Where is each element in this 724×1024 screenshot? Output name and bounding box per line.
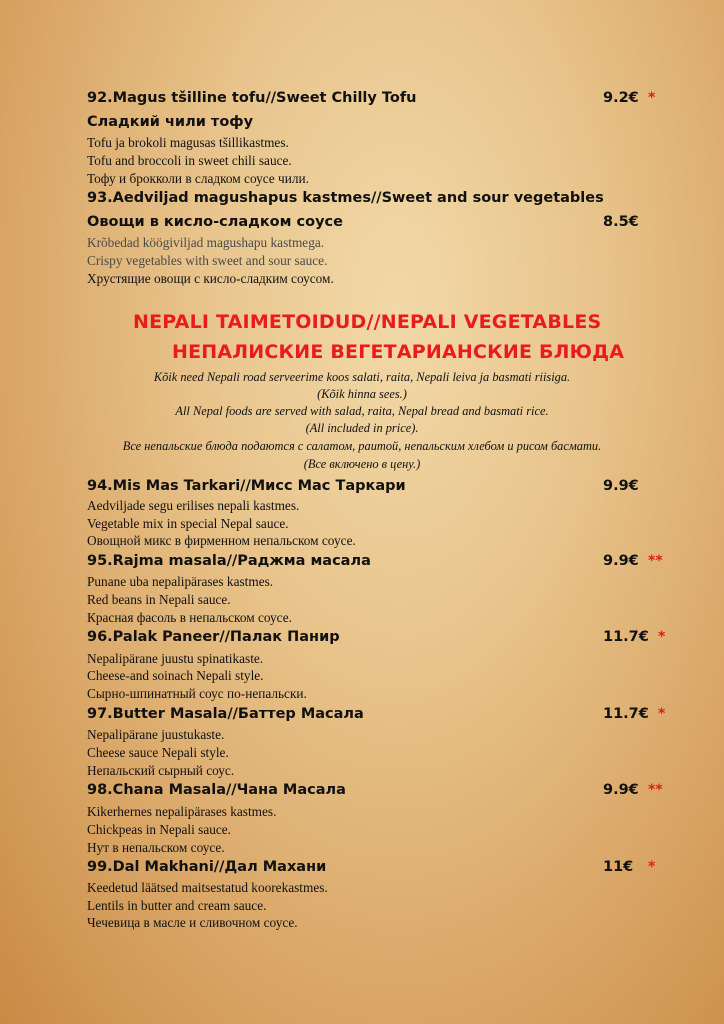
item-desc-line: Cheese sauce Nepali style. [87,745,229,760]
item-desc-line: Krõbedad köögiviljad magushapu kastmega. [87,235,325,250]
item-desc-line: Тофу и брокколи в сладком соусе чили. [87,171,309,186]
item-desc-line: Vegetable mix in special Nepal sauce. [87,516,289,531]
section-note: Kõik need Nepali road serveerime koos salati, raita, Nepali leiva ja basmati riisiga. [153,370,571,384]
item-subtitle: Овощи в кисло-сладком соусе [87,214,343,230]
section-heading: NEPALI TAIMETOIDUD//NEPALI VEGETABLES [133,311,602,333]
item-desc-line: Aedviljade segu erilises nepali kastmes. [87,498,300,513]
item-title: 93.Aedviljad magushapus kastmes//Sweet and sour vegetables [87,190,604,206]
item-desc-line: Red beans in Nepali sauce. [87,592,231,607]
item-price: 11.7€ [603,629,649,645]
item-title: 99.Dal Makhani//Дал Махани [87,859,327,875]
item-desc-line: Хрустящие овощи с кисло-сладким соусом. [87,271,334,286]
item-title: 98.Chana Masala//Чана Масала [87,782,346,798]
item-title: 96.Palak Paneer//Палак Панир [87,629,340,645]
item-price: 8.5€ [603,214,639,230]
item-desc-line: Kikerhernes nepalipärases kastmes. [87,804,277,819]
item-title: 94.Mis Mas Tarkari//Мисс Мас Таркари [87,478,406,494]
item-desc-line: Tofu ja brokoli magusas tšillikastmes. [87,135,289,150]
item-mark: * [658,706,666,722]
item-price: 11€ [603,859,634,875]
item-desc-line: Чечевица в масле и сливочном соусе. [87,915,298,930]
item-desc-line: Keedetud läätsed maitsestatud koorekastmes. [87,880,328,895]
item-mark: * [648,90,656,106]
item-price: 9.2€ [603,90,639,106]
section-heading-ru: НЕПАЛИСКИЕ ВЕГЕТАРИАНСКИЕ БЛЮДА [172,341,625,363]
item-desc-line: Chickpeas in Nepali sauce. [87,822,231,837]
item-price: 9.9€ [603,478,639,494]
item-price: 9.9€ [603,782,639,798]
section-note: Все непальские блюда подаются с салатом, раитой, непальским хлебом и рисом басмати. [122,439,602,453]
item-mark: * [648,859,656,875]
item-desc-line: Красная фасоль в непальском соусе. [87,610,292,625]
item-desc-line: Сырно-шпинатный соус по-непальски. [87,686,307,701]
item-desc-line: Нут в непальском соусе. [87,840,225,855]
item-desc-line: Crispy vegetables with sweet and sour sauce. [87,253,328,268]
section-note: (Все включено в цену.) [303,457,421,471]
item-desc-line: Lentils in butter and cream sauce. [87,898,267,913]
item-desc-line: Nepalipärane juustukaste. [87,727,225,742]
item-subtitle: Сладкий чили тофу [87,114,254,130]
item-title: 97.Butter Masala//Баттер Масала [87,706,364,722]
item-desc-line: Овощной микс в фирменном непальском соусе. [87,533,356,548]
item-mark: ** [648,553,663,569]
item-price: 11.7€ [603,706,649,722]
item-desc-line: Непальский сырный соус. [87,763,235,778]
item-price: 9.9€ [603,553,639,569]
item-title: 95.Rajma masala//Раджма масала [87,553,371,569]
item-desc-line: Punane uba nepalipärases kastmes. [87,574,274,589]
item-mark: ** [648,782,663,798]
section-note: All Nepal foods are served with salad, raita, Nepal bread and basmati rice. [175,404,549,418]
item-desc-line: Cheese-and soinach Nepali style. [87,668,264,683]
item-desc-line: Nepalipärane juustu spinatikaste. [87,651,264,666]
section-note: (All included in price). [305,421,419,435]
item-title: 92.Magus tšilline tofu//Sweet Chilly Tofu [87,90,417,106]
item-desc-line: Tofu and broccoli in sweet chili sauce. [87,153,292,168]
section-note: (Kõik hinna sees.) [317,387,407,401]
item-mark: * [658,629,666,645]
